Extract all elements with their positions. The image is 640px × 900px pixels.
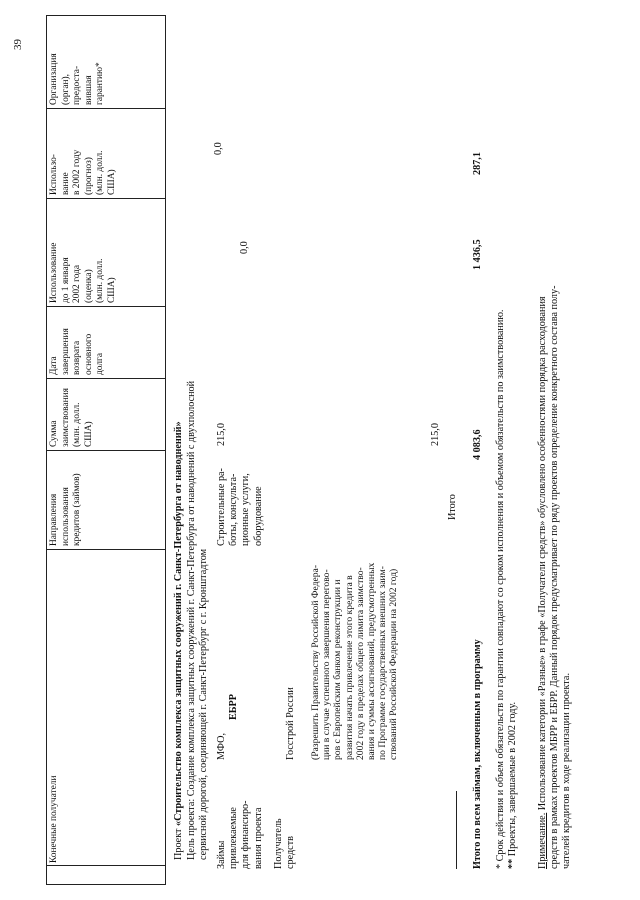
header-purpose-line-2: использования	[60, 487, 71, 546]
purpose-line-1: Строительные ра-	[216, 468, 227, 546]
col-border-5	[46, 306, 166, 307]
project-goal	[186, 381, 210, 860]
note-line-1: (Разрешить Правительству Российской Федера-	[310, 564, 321, 760]
footnote-projects: ** Проекты, завершаемые в 2002 году.	[507, 701, 518, 869]
header-maturity-line-2: завершения	[60, 328, 71, 375]
header-usage-2002-line-6: США)	[106, 169, 117, 195]
purpose-line-3: ционные услуги,	[240, 473, 252, 546]
header-amount-line-1: Сумма	[49, 420, 59, 447]
header-col-recipients: Конечные получатели	[49, 775, 59, 863]
page-number: 39	[12, 39, 24, 50]
header-usage-2002-line-2: вание	[60, 172, 71, 195]
grand-total-amount: 4 083,6	[472, 429, 483, 460]
borrowing-note	[310, 563, 400, 760]
header-amount-line-2: заимствования	[60, 388, 71, 447]
header-guarantor-line-4: вившая	[83, 75, 94, 105]
note-line-5: 2002 году в пределах общего лимита заимство-	[354, 567, 366, 760]
grand-total-label: Итого по всем займам, включенным в программу	[472, 639, 483, 869]
subtotal-amount: 215,0	[430, 423, 441, 446]
subtotal-label: Итого	[447, 494, 458, 520]
note-line-6: вания и суммы ассигнований, предусмотренных	[366, 562, 378, 760]
loans-label-line-4: вания проекта	[252, 807, 264, 869]
header-col-guarantor	[49, 53, 107, 105]
grand-total-usage-2002: 287,1	[472, 152, 483, 175]
header-maturity-line-5: долга	[95, 352, 105, 375]
loans-label-line-3: для финансиро-	[240, 800, 252, 869]
loans-label	[216, 800, 265, 869]
header-maturity-line-4: основного	[83, 333, 94, 375]
recipient-label-line-1: Получатель	[273, 818, 284, 869]
header-usage-2002-line-3: в 2002 году	[72, 149, 82, 195]
col-border-1	[46, 865, 166, 866]
grand-total-usage-2001: 1 436,5	[472, 239, 483, 270]
header-purpose-line-1: Направления	[49, 493, 59, 546]
col-border-6	[46, 198, 166, 199]
header-usage-2001-line-6: США)	[106, 277, 117, 303]
col-border-7	[46, 108, 166, 109]
lender-name: ЕБРР	[228, 694, 239, 720]
note-line-2: средств в рамках проектов МБРР и ЕБРР. Данный порядок предусматривает по ряду проектов определение конкретного состава полу-	[549, 285, 561, 869]
project-title: Проект «Строительство комплекса защитных сооружений г. Санкт-Петербурга от наводнений»	[173, 421, 184, 860]
loans-label-line-1: Займы	[216, 840, 227, 869]
recipient-label-line-2: средств	[285, 836, 297, 869]
header-usage-2002-line-4: (прогноз)	[83, 157, 94, 195]
note-line-1: Примечание. Использование категории «Разные» в графе «Получатели средств» обусловлено особенностями порядка расходования	[537, 296, 548, 869]
header-guarantor-line-1: Организация	[49, 53, 59, 105]
footnote-guarantee: * Срок действия и объем обязательств по гарантии совпадают со сроком исполнения и объемом обязательств по заимствованию.	[495, 309, 506, 869]
recipient-name: Госстрой России	[285, 687, 296, 760]
purpose-line-4: оборудование	[252, 486, 264, 546]
header-col-purpose	[49, 473, 84, 546]
goal-line-1: Цель проекта: Создание комплекса защитных сооружений г. Санкт-Петербурга от наводнений с двухполосной	[186, 380, 197, 860]
header-guarantor-line-3: предоста-	[72, 65, 82, 105]
header-amount-line-3: (млн. долл.	[72, 402, 82, 447]
col-border-4	[46, 378, 166, 379]
recipient-label	[273, 818, 297, 869]
note-paragraph	[537, 286, 574, 870]
mfo-label: МФО,	[216, 732, 227, 760]
goal-line-2: сервисной дорогой, соединяющей г. Санкт-Петербург с г. Кронштадтом	[198, 548, 210, 860]
purpose-line-2: боты, консульта-	[228, 473, 240, 546]
total-rule	[456, 791, 457, 869]
header-col-amount	[49, 388, 95, 447]
header-col-maturity	[49, 328, 107, 375]
note-line-3: ров с Европейским банком реконструкции и	[332, 579, 344, 760]
header-maturity-line-1: Дата	[49, 356, 59, 375]
loan-purpose	[216, 468, 265, 546]
header-amount-line-4: США)	[83, 421, 94, 447]
header-usage-2002-line-5: (млн. долл.	[95, 150, 105, 195]
table-header	[46, 15, 166, 885]
usage-2002-value: 0,0	[213, 142, 224, 155]
col-border-2	[46, 549, 166, 550]
header-maturity-line-3: возврата	[72, 340, 82, 375]
header-usage-2001-line-5: (млн. долл.	[95, 258, 105, 303]
header-guarantor-line-2: (орган),	[60, 74, 71, 105]
usage-2001-value: 0,0	[239, 241, 250, 254]
loans-label-line-2: привлекаемые	[228, 807, 240, 869]
header-col-usage-2001	[49, 243, 118, 303]
note-line-7: по Программе государственных внешних заим-	[377, 566, 389, 760]
note-line-2: ции в случае успешного завершения перегово-	[321, 569, 333, 760]
col-border-3	[46, 450, 166, 451]
note-line-3: чателей кредитов в ходе реализации проекта.	[561, 673, 573, 869]
note-line-8: ствований Российской Федерации на 2002 год)	[388, 568, 400, 760]
loan-amount: 215,0	[216, 423, 227, 446]
header-guarantor-line-5: гарантию*	[95, 62, 105, 105]
col-border-0	[46, 884, 166, 885]
header-usage-2001-line-4: (оценка)	[83, 269, 94, 303]
header-usage-2001-line-3: 2002 года	[72, 264, 82, 303]
header-usage-2001-line-2: до 1 января	[60, 257, 71, 303]
note-line-4: развития начать привлечение этого кредита в	[343, 575, 355, 760]
col-border-8	[46, 15, 166, 16]
header-usage-2002-line-1: Использо-	[49, 154, 59, 195]
header-col-usage-2002	[49, 150, 118, 195]
header-usage-2001-line-1: Использование	[49, 242, 59, 303]
header-purpose-line-3: кредитов (займов)	[72, 473, 82, 546]
